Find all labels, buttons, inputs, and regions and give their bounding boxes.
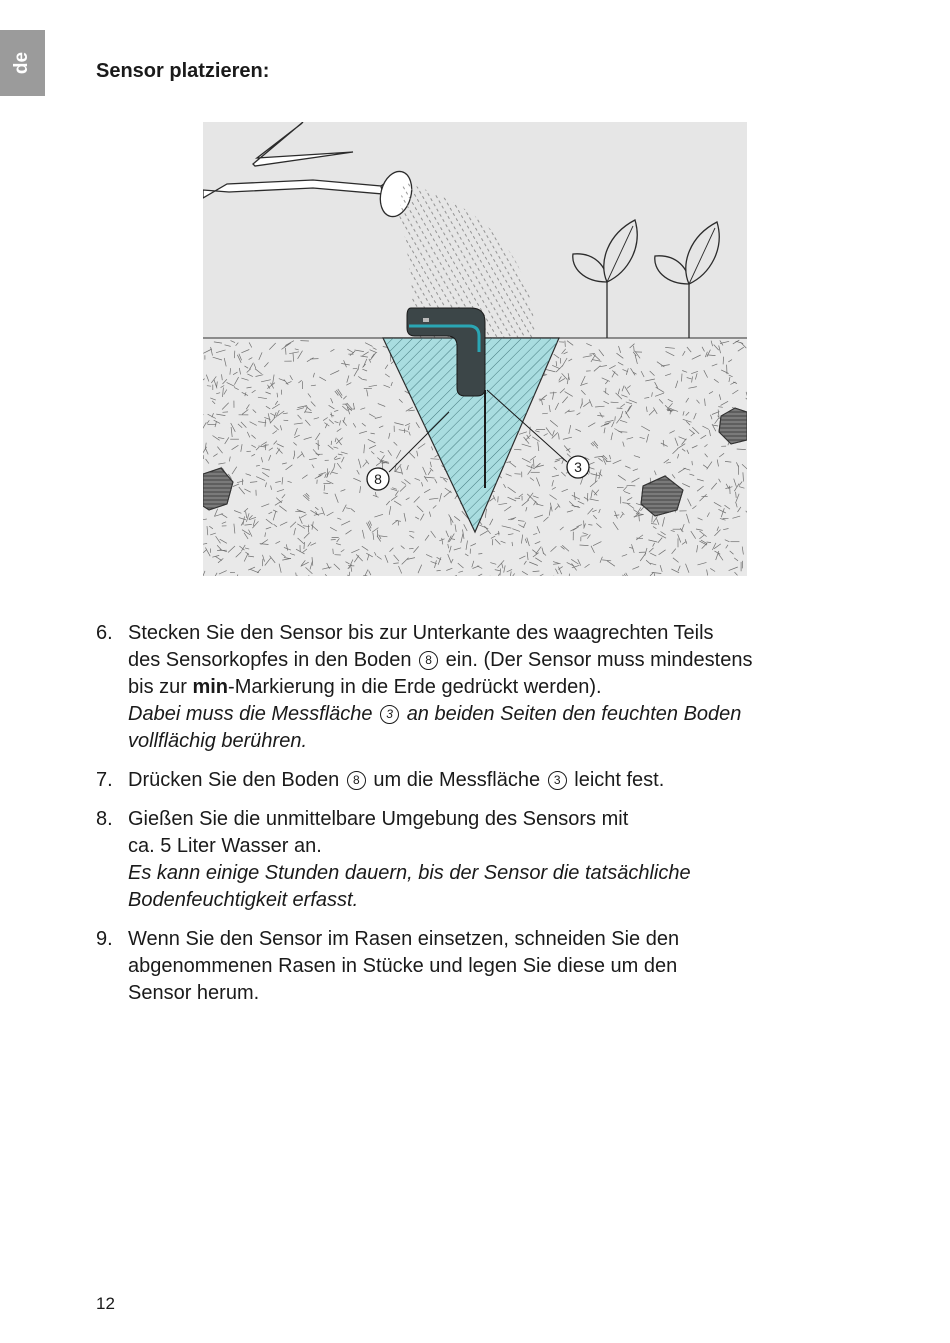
step-number: 6. [96, 622, 113, 644]
soil-grain [534, 459, 535, 467]
step-note: Es kann einige Stunden dauern, bis der Sensor die tatsächliche [128, 862, 691, 884]
soil-grain [581, 536, 586, 537]
step-line: bis zur min-Markierung in die Erde gedrückt werden). [128, 676, 602, 698]
step-body [128, 926, 836, 1007]
step-line: ca. 5 Liter Wasser an. [128, 835, 322, 857]
soil-grain [492, 539, 493, 545]
step-8 [96, 806, 836, 914]
soil-grain [294, 451, 295, 456]
soil-grain [498, 496, 499, 502]
step-line: des Sensorkopfes in den Boden 8 ein. (Der Sensor muss mindestens [128, 649, 753, 671]
sensor-placement-illustration [203, 122, 747, 576]
soil-grain [723, 357, 724, 365]
soil-grain [437, 570, 441, 571]
reference-marker: 3 [380, 705, 399, 724]
page-number: 12 [96, 1294, 115, 1313]
step-line: Stecken Sie den Sensor bis zur Unterkante des waagrechten Teils [128, 622, 714, 644]
language-code: de [11, 51, 33, 75]
reference-marker: 8 [347, 771, 366, 790]
step-number: 7. [96, 769, 113, 791]
bold-term: min [192, 676, 229, 698]
reference-marker: 3 [548, 771, 567, 790]
step-line: abgenommenen Rasen in Stücke und legen Sie diese um den [128, 955, 678, 977]
step-note: Bodenfeuchtigkeit erfasst. [128, 889, 359, 911]
soil-grain [682, 374, 683, 382]
step-line: Sensor herum. [128, 982, 260, 1004]
step-line: Gießen Sie die unmittelbare Umgebung des Sensors mit [128, 808, 629, 830]
step-7 [96, 767, 836, 794]
step-note: Dabei muss die Messfläche 3 an beiden Seiten den feuchten Boden [128, 703, 742, 725]
step-body [128, 620, 836, 755]
step-body [128, 767, 836, 794]
callout-label-boden: 8 [374, 471, 382, 487]
soil-grain [692, 461, 693, 465]
step-6 [96, 620, 836, 755]
step-body [128, 806, 836, 914]
step-line: Wenn Sie den Sensor im Rasen einsetzen, schneiden Sie den [128, 928, 680, 950]
callout-label-messflaeche: 3 [574, 459, 582, 475]
step-line: Drücken Sie den Boden 8 um die Messfläche 3 leicht fest. [128, 769, 665, 791]
language-tab [0, 30, 45, 96]
soil-grain [615, 416, 616, 420]
step-note: vollflächig berühren. [128, 730, 307, 752]
soil-grain [333, 549, 334, 554]
soil-grain [207, 386, 211, 387]
soil-grain [478, 554, 482, 555]
step-9 [96, 926, 836, 1007]
reference-marker: 8 [419, 651, 438, 670]
soil-grain [286, 348, 287, 355]
illustration-svg [203, 122, 747, 576]
instruction-list [96, 620, 836, 1019]
step-number: 8. [96, 808, 113, 830]
step-number: 9. [96, 928, 113, 950]
section-heading: Sensor platzieren: [96, 60, 270, 82]
soil-grain [584, 521, 585, 528]
soil-grain [203, 455, 204, 459]
